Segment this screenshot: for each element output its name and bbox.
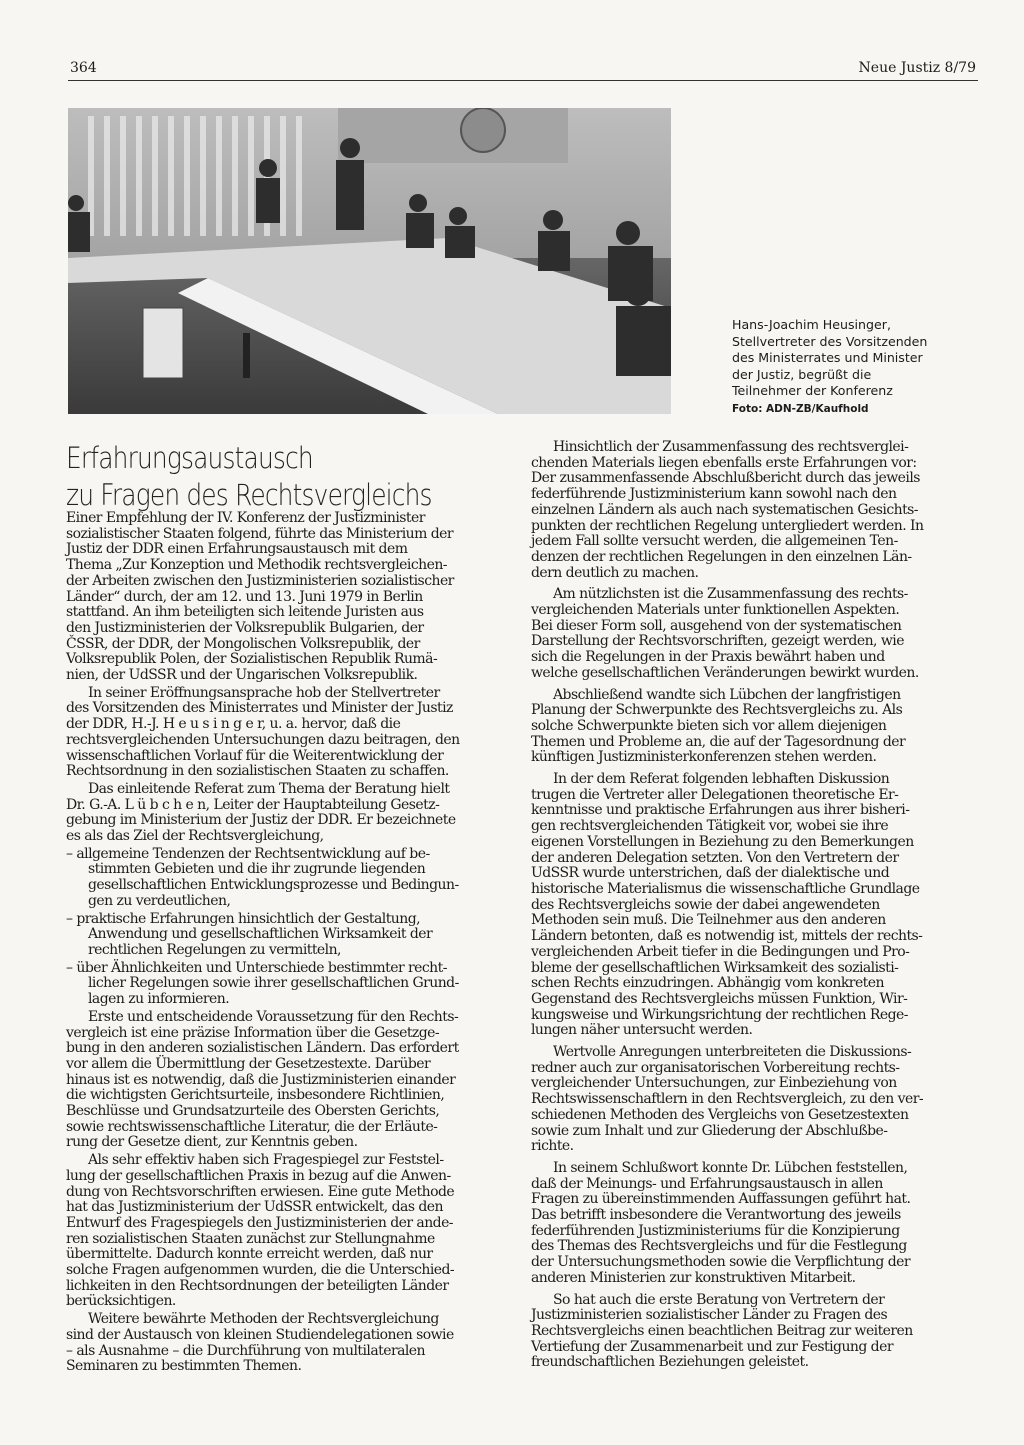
text-line: historische Materialismus die wissenschaftliche Grundlage: [531, 880, 920, 897]
conference-photo-illustration: [68, 108, 671, 414]
article-right-column: [531, 440, 977, 1373]
article-headline: [66, 440, 444, 514]
text-line: vergleich ist eine präzise Information über die Gesetzge-: [66, 1024, 440, 1041]
text-line: stattfand. An ihm beteiligten sich leitende Juristen aus: [66, 604, 424, 621]
text-line: rung der Gesetze dient, zur Kenntnis geben.: [66, 1134, 358, 1151]
text-line: des Rechtsvergleichs sowie der dabei angewendeten: [531, 896, 880, 913]
text-line: Darstellung der Rechtsvorschriften, gezeigt werden, wie: [531, 633, 904, 650]
text-line: wissenschaftlichen Vorlauf für die Weiterentwicklung der: [66, 747, 444, 764]
text-line: Erste und entscheidende Voraussetzung für den Rechts-: [88, 1008, 459, 1025]
text-line: Weitere bewährte Methoden der Rechtsvergleichung: [88, 1311, 439, 1328]
text-line: Justiz der DDR einen Erfahrungsaustausch mit dem: [66, 541, 408, 558]
text-line: jedem Fall sollte versucht werden, die allgemeinen Ten-: [531, 533, 898, 550]
caption-line: der Justiz, begrüßt die: [732, 366, 872, 382]
text-line: bung in den anderen sozialistischen Ländern. Das erfordert: [66, 1040, 459, 1057]
text-line: Am nützlichsten ist die Zusammenfassung des rechts-: [553, 586, 908, 603]
caption-line: Teilnehmer der Konferenz: [732, 383, 893, 398]
text-line: federführenden Justizministeriums für die Konzipierung: [531, 1222, 900, 1239]
headline-line: zu Fragen des Rechtsvergleichs: [66, 478, 432, 512]
text-line: der anderen Delegation setzten. Von den Vertretern der: [531, 849, 899, 866]
text-line: sowie zum Inhalt und zur Gliederung der Abschlußbe-: [531, 1122, 888, 1139]
paragraph: [66, 782, 512, 845]
text-line: solche Fragen aufgenommen wurden, die die Unterschied-: [66, 1262, 455, 1279]
photo-credit: Foto: ADN-ZB/Kaufhold: [732, 402, 869, 415]
text-line: Ländern betonten, daß es notwendig ist, mittels der rechts-: [531, 928, 923, 945]
text-line: es als das Ziel der Rechtsvergleichung,: [66, 828, 324, 845]
caption-line: des Ministerrates und Minister: [732, 350, 923, 365]
text-line: der DDR, H.-J. H e u s i n g e r, u. a. hervor, daß die: [66, 716, 401, 733]
text-line: Gegenstand des Rechtsvergleichs müssen Funktion, Wir-: [531, 990, 908, 1007]
article-left-column: [66, 511, 512, 1377]
paragraph: [531, 440, 977, 581]
paragraph: [66, 912, 512, 959]
text-line: freundschaftlichen Beziehungen geleistet.: [531, 1354, 809, 1371]
text-line: gesellschaftlichen Entwicklungsprozesse und Bedingun-: [88, 877, 459, 894]
text-line: Einer Empfehlung der IV. Konferenz der Justizminister: [66, 510, 425, 526]
text-line: eigenen Vorstellungen in Beziehung zu den Bemerkungen: [531, 833, 914, 850]
paragraph: [66, 511, 512, 684]
text-line: Das betrifft insbesondere die Verantwortung des jeweils: [531, 1207, 901, 1224]
text-line: lagen zu informieren.: [88, 991, 230, 1008]
text-line: kungsweise und Wirkungsrichtung der rechtlichen Rege-: [531, 1006, 908, 1023]
paragraph: [531, 1045, 977, 1155]
text-line: So hat auch die erste Beratung von Vertretern der: [553, 1291, 885, 1308]
text-line: dung von Rechtsvorschriften erwiesen. Eine gute Methode: [66, 1183, 455, 1200]
paragraph: [66, 1010, 512, 1151]
text-line: Bei dieser Form soll, ausgehend von der systematischen: [531, 617, 902, 634]
text-line: Anwendung und gesellschaftlichen Wirksamkeit der: [88, 926, 433, 943]
paragraph: [531, 1161, 977, 1287]
text-line: Planung der Schwerpunkte des Rechtsvergleichs zu. Als: [531, 702, 903, 719]
text-line: Entwurf des Fragespiegels den Justizministerien der ande-: [66, 1214, 453, 1231]
text-line: lichkeiten in den Rechtsordnungen der beteiligten Länder: [66, 1277, 449, 1294]
text-line: chenden Materials liegen ebenfalls erste Erfahrungen vor:: [531, 454, 917, 471]
text-line: schen Rechts einzudringen. Abhängig vom konkreten: [531, 975, 884, 992]
text-line: Rechtsvergleichs einen beachtlichen Beitrag zur weiteren: [531, 1322, 913, 1339]
text-line: federführende Justizministerium kann sowohl nach den: [531, 486, 897, 503]
text-line: einzelnen Ländern als auch nach systematischen Gesichts-: [531, 501, 918, 518]
text-line: solche Schwerpunkte bieten sich vor allem diejenigen: [531, 717, 887, 734]
page-number: 364: [70, 60, 97, 76]
text-line: rechtlichen Regelungen zu vermitteln,: [88, 941, 341, 958]
text-line: punkten der rechtlichen Regelung untergliedert werden. In: [531, 517, 924, 534]
paragraph: [531, 772, 977, 1039]
text-line: denzen der rechtlichen Regelungen in den einzelnen Län-: [531, 548, 912, 565]
text-line: Als sehr effektiv haben sich Fragespiegel zur Feststel-: [88, 1152, 444, 1169]
headline-line: Erfahrungsaustausch: [66, 441, 313, 475]
text-line: In seinem Schlußwort konnte Dr. Lübchen feststellen,: [553, 1159, 908, 1176]
text-line: des Vorsitzenden des Ministerrates und Minister der Justiz: [66, 700, 453, 717]
text-line: nien, der UdSSR und der Ungarischen Volksrepublik.: [66, 667, 418, 684]
text-line: welche gesellschaftlichen Veränderungen bewirkt wurden.: [531, 664, 919, 681]
text-line: licher Regelungen sowie ihrer gesellschaftlichen Grund-: [88, 975, 459, 992]
text-line: Methoden sein muß. Die Teilnehmer aus den anderen: [531, 912, 886, 929]
text-line: vergleichenden Arbeit tiefer in die Bedingungen und Pro-: [531, 943, 910, 960]
text-line: sich die Regelungen in der Praxis bewährt haben und: [531, 649, 885, 666]
text-line: – als Ausnahme – die Durchführung von multilateralen: [66, 1342, 426, 1359]
paragraph: [66, 1153, 512, 1310]
text-line: stimmten Gebieten und die ihr zugrunde liegenden: [88, 861, 426, 878]
text-line: Länder“ durch, der am 12. und 13. Juni 1979 in Berlin: [66, 588, 423, 605]
text-line: kenntnisse und praktische Erfahrungen aus ihrer bisheri-: [531, 802, 910, 819]
text-line: Seminaren zu bestimmten Themen.: [66, 1358, 302, 1375]
text-line: Wertvolle Anregungen unterbreiteten die Diskussions-: [553, 1044, 912, 1061]
text-line: der Untersuchungsmethoden sowie die Verpflichtung der: [531, 1254, 910, 1271]
text-line: der Arbeiten zwischen den Justizministerien sozialistischer: [66, 572, 454, 589]
text-line: des Themas des Rechtsvergleichs und für die Festlegung: [531, 1238, 907, 1255]
paragraph: [66, 847, 512, 910]
text-line: In der dem Referat folgenden lebhaften Diskussion: [553, 771, 890, 788]
text-line: dern deutlich zu machen.: [531, 564, 699, 581]
paragraph: [531, 1293, 977, 1372]
text-line: UdSSR wurde unterstrichen, daß der dialektische und: [531, 865, 890, 882]
text-line: – praktische Erfahrungen hinsichtlich der Gestaltung,: [66, 910, 421, 927]
text-line: rechtsvergleichenden Untersuchungen dazu beitragen, den: [66, 731, 460, 748]
text-line: sowie rechtswissenschaftliche Literatur, die der Erläute-: [66, 1118, 438, 1135]
text-line: Rechtsordnung in den sozialistischen Staaten zu schaffen.: [66, 763, 449, 780]
text-line: gen rechtsvergleichenden Tätigkeit vor, wobei sie ihre: [531, 818, 889, 835]
text-line: Volksrepublik Polen, der Sozialistischen Republik Rumä-: [66, 651, 438, 668]
paragraph: [66, 686, 512, 780]
text-line: richte.: [531, 1138, 574, 1155]
text-line: daß der Meinungs- und Erfahrungsaustausch in allen: [531, 1175, 883, 1192]
caption-line: Stellvertreter des Vorsitzenden: [732, 333, 928, 349]
text-line: die wichtigsten Gerichtsurteile, insbesondere Richtlinien,: [66, 1087, 445, 1104]
paragraph: [66, 1312, 512, 1375]
text-line: den Justizministerien der Volksrepublik Bulgarien, der: [66, 619, 424, 636]
paragraph: [531, 587, 977, 681]
conference-photo: [68, 108, 671, 414]
text-line: sind der Austausch von kleinen Studiendelegationen sowie: [66, 1326, 454, 1343]
text-line: Das einleitende Referat zum Thema der Beratung hielt: [88, 780, 450, 797]
text-line: Vertiefung der Zusammenarbeit und zur Festigung der: [531, 1338, 893, 1355]
text-line: In seiner Eröffnungsansprache hob der Stellvertreter: [88, 684, 440, 701]
text-line: Justizministerien sozialistischer Länder zu Fragen des: [531, 1307, 888, 1324]
text-line: hat das Justizministerium der UdSSR entwickelt, das den: [66, 1199, 443, 1216]
text-line: Themen und Probleme an, die auf der Tagesordnung der: [531, 733, 906, 750]
text-line: Abschließend wandte sich Lübchen der langfristigen: [553, 686, 901, 703]
text-line: übermittelte. Dadurch konnte erreicht werden, daß nur: [66, 1246, 433, 1263]
text-line: redner auch zur organisatorischen Vorbereitung rechts-: [531, 1059, 900, 1076]
text-line: künftigen Justizministerkonferenzen stehen werden.: [531, 749, 877, 766]
photo-caption: [732, 317, 982, 417]
paragraph: [66, 961, 512, 1008]
text-line: Thema „Zur Konzeption und Methodik rechtsvergleichen-: [66, 557, 447, 574]
text-line: hinaus ist es notwendig, daß die Justizministerien einander: [66, 1071, 456, 1088]
text-line: vergleichender Untersuchungen, zur Einbeziehung von: [531, 1075, 897, 1092]
text-line: schiedenen Methoden des Vergleichs von Gesetzestexten: [531, 1106, 909, 1123]
journal-title: Neue Justiz 8/79: [858, 60, 976, 76]
text-line: trugen die Vertreter aller Delegationen theoretische Er-: [531, 786, 899, 803]
paragraph: [531, 688, 977, 767]
text-line: anderen Ministerien zur konstruktiven Mitarbeit.: [531, 1269, 856, 1286]
text-line: Dr. G.-A. L ü b c h e n, Leiter der Hauptabteilung Gesetz-: [66, 796, 440, 813]
text-line: vergleichenden Materials unter funktionellen Aspekten.: [531, 602, 900, 619]
text-line: Fragen zu übereinstimmenden Auffassungen geführt hat.: [531, 1191, 911, 1208]
text-line: – allgemeine Tendenzen der Rechtsentwicklung auf be-: [66, 845, 430, 862]
text-line: berücksichtigen.: [66, 1293, 176, 1310]
text-line: Hinsichtlich der Zusammenfassung des rechtsverglei-: [553, 439, 909, 455]
header-rule: [68, 80, 978, 81]
text-line: Beschlüsse und Grundsatzurteile des Obersten Gerichts,: [66, 1103, 440, 1120]
text-line: vor allem die Übermittlung der Gesetzestexte. Darüber: [66, 1055, 431, 1072]
text-line: Der zusammenfassende Abschlußbericht durch das jeweils: [531, 470, 920, 487]
text-line: gen zu verdeutlichen,: [88, 892, 231, 909]
text-line: bleme der gesellschaftlichen Wirksamkeit des sozialisti-: [531, 959, 899, 976]
text-line: lungen näher untersucht werden.: [531, 1022, 753, 1039]
text-line: gebung im Ministerium der Justiz der DDR. Er bezeichnete: [66, 812, 456, 829]
text-line: ČSSR, der DDR, der Mongolischen Volksrepublik, der: [66, 635, 420, 652]
text-line: ren sozialistischen Staaten zunächst zur Stellungnahme: [66, 1230, 435, 1247]
text-line: lung der gesellschaftlichen Praxis in bezug auf die Anwen-: [66, 1167, 451, 1184]
caption-line: Hans-Joachim Heusinger,: [732, 317, 891, 332]
text-line: Rechtswissenschaftlern in den Rechtsvergleich, zu den ver-: [531, 1091, 924, 1108]
text-line: sozialistischer Staaten folgend, führte das Ministerium der: [66, 525, 454, 542]
text-line: – über Ähnlichkeiten und Unterschiede bestimmter recht-: [66, 959, 447, 976]
